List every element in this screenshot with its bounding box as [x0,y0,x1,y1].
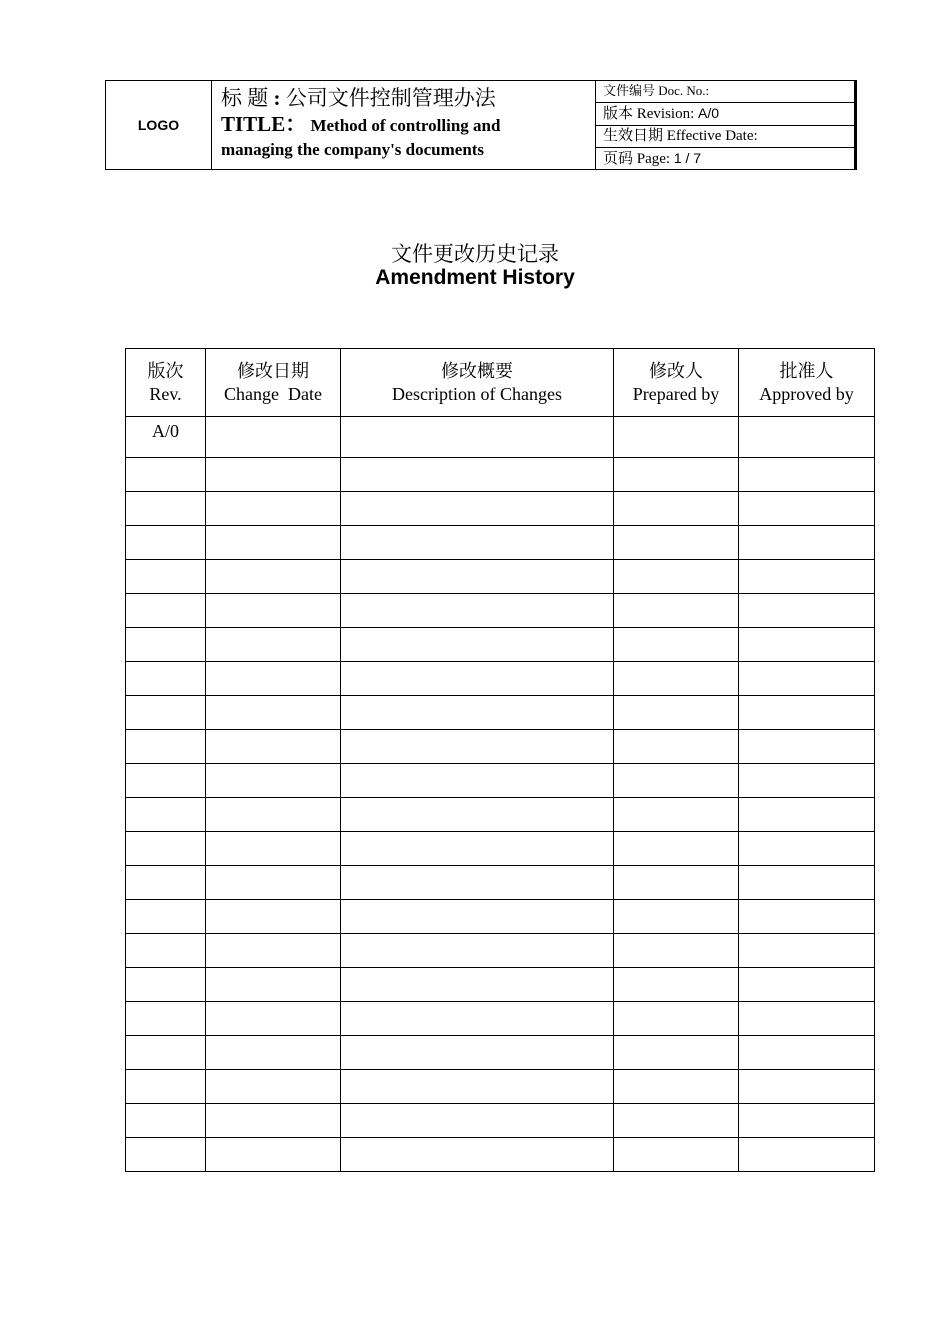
change-date-cell [206,458,341,492]
effective-date-label: 生效日期 Effective Date: [603,127,758,144]
approved-by-cell [739,628,875,662]
table-row [126,764,875,798]
rev-cell [126,458,206,492]
change-date-cell [206,417,341,458]
change-date-cell [206,662,341,696]
table-row [126,526,875,560]
approved-by-cell [739,560,875,594]
rev-cell [126,526,206,560]
page-field [596,148,854,169]
table-row [126,1070,875,1104]
description-cell [341,764,614,798]
table-row [126,968,875,1002]
column-header-cn: 版次 [147,360,184,381]
description-cell [341,1138,614,1172]
prepared-by-cell [614,798,739,832]
title-en-line1: Method of controlling and [310,116,501,135]
document-header [105,80,857,170]
description-cell [341,417,614,458]
document-title-cell [212,81,596,169]
rev-cell [126,1036,206,1070]
table-row [126,492,875,526]
prepared-by-cell [614,832,739,866]
rev-cell [126,594,206,628]
change-date-cell [206,526,341,560]
doc-no-label: 文件编号 Doc. No.: [603,83,710,98]
change-date-cell [206,1070,341,1104]
section-title-en: Amendment History [375,266,575,289]
title-cn-line [221,84,595,112]
amendment-history-table [125,348,875,1172]
change-date-cell [206,968,341,1002]
change-date-cell [206,798,341,832]
approved-by-cell [739,458,875,492]
prepared-by-cell [614,696,739,730]
change-date-cell [206,696,341,730]
prepared-by-cell [614,1104,739,1138]
approved-by-cell [739,1036,875,1070]
description-cell [341,526,614,560]
title-en-line2: managing the company's documents [221,140,485,159]
rev-cell [126,798,206,832]
column-header-prepared-by [614,349,739,417]
change-date-cell [206,764,341,798]
section-title-cn: 文件更改历史记录 [391,242,559,266]
prepared-by-cell [614,1070,739,1104]
page-value: 1 / 7 [673,149,702,166]
column-header-cn: 修改日期 [237,360,309,381]
prepared-by-cell [614,417,739,458]
change-date-cell [206,866,341,900]
title-en-label: TITLE： [221,112,307,136]
table-row [126,628,875,662]
table-row [126,417,875,458]
rev-cell [126,1104,206,1138]
rev-cell [126,560,206,594]
column-header-en: Change Date [224,383,322,404]
approved-by-cell [739,492,875,526]
change-date-cell [206,934,341,968]
table-row [126,696,875,730]
rev-cell [126,832,206,866]
prepared-by-cell [614,934,739,968]
approved-by-cell [739,968,875,1002]
effective-date-field [596,126,854,148]
rev-cell [126,1070,206,1104]
description-cell [341,832,614,866]
column-header-en: Rev. [149,383,182,404]
column-header-description [341,349,614,417]
column-header-en: Description of Changes [392,383,562,404]
table-row [126,832,875,866]
description-cell [341,560,614,594]
prepared-by-cell [614,866,739,900]
description-cell [341,594,614,628]
table-row [126,1002,875,1036]
revision-label: 版本 Revision: [603,106,699,123]
table-body [126,417,875,1172]
approved-by-cell [739,594,875,628]
approved-by-cell [739,934,875,968]
column-header-cn: 修改人 [649,360,703,381]
title-en-block [221,112,595,162]
approved-by-cell [739,730,875,764]
rev-cell [126,866,206,900]
prepared-by-cell [614,1138,739,1172]
table-row [126,1138,875,1172]
description-cell [341,696,614,730]
approved-by-cell [739,1002,875,1036]
description-cell [341,1002,614,1036]
change-date-cell [206,492,341,526]
table-row [126,866,875,900]
title-cn-separator: : [268,86,286,110]
prepared-by-cell [614,764,739,798]
rev-cell [126,900,206,934]
approved-by-cell [739,764,875,798]
table-row [126,560,875,594]
prepared-by-cell [614,1036,739,1070]
approved-by-cell [739,1104,875,1138]
rev-cell [126,1138,206,1172]
column-header-change-date [206,349,341,417]
description-cell [341,1070,614,1104]
prepared-by-cell [614,560,739,594]
table-row [126,662,875,696]
description-cell [341,662,614,696]
rev-cell [126,1002,206,1036]
company-logo: LOGO [106,81,212,169]
approved-by-cell [739,1138,875,1172]
prepared-by-cell [614,492,739,526]
description-cell [341,866,614,900]
prepared-by-cell [614,1002,739,1036]
column-header-cn: 批准人 [779,360,834,381]
page-label: 页码 Page: [603,150,674,167]
rev-cell: A/0 [126,417,206,458]
revision-field [596,103,854,125]
rev-cell [126,628,206,662]
approved-by-cell [739,1070,875,1104]
prepared-by-cell [614,968,739,1002]
description-cell [341,968,614,1002]
approved-by-cell [739,696,875,730]
description-cell [341,730,614,764]
table-row [126,798,875,832]
column-header-en: Approved by [759,383,854,404]
approved-by-cell [739,832,875,866]
title-cn-text: 公司文件控制管理办法 [285,86,496,110]
change-date-cell [206,628,341,662]
approved-by-cell [739,417,875,458]
table-row [126,730,875,764]
table-header-row [126,349,875,417]
change-date-cell [206,1138,341,1172]
change-date-cell [206,1002,341,1036]
approved-by-cell [739,662,875,696]
description-cell [341,628,614,662]
prepared-by-cell [614,900,739,934]
change-date-cell [206,832,341,866]
column-header-en: Prepared by [632,383,720,404]
description-cell [341,900,614,934]
description-cell [341,1104,614,1138]
prepared-by-cell [614,628,739,662]
rev-cell [126,696,206,730]
revision-value: A/0 [698,105,720,122]
prepared-by-cell [614,730,739,764]
table-row [126,458,875,492]
table-row [126,1036,875,1070]
approved-by-cell [739,900,875,934]
rev-cell [126,492,206,526]
doc-no-field [596,81,854,103]
title-cn-label: 标 题 [221,86,269,110]
column-header-rev [126,349,206,417]
rev-cell [126,968,206,1002]
change-date-cell [206,1036,341,1070]
change-date-cell [206,900,341,934]
approved-by-cell [739,526,875,560]
rev-cell [126,934,206,968]
prepared-by-cell [614,526,739,560]
change-date-cell [206,560,341,594]
description-cell [341,798,614,832]
prepared-by-cell [614,458,739,492]
rev-cell [126,662,206,696]
document-meta [596,81,856,169]
column-header-approved-by [739,349,875,417]
table-row [126,594,875,628]
table-row [126,900,875,934]
approved-by-cell [739,798,875,832]
change-date-cell [206,730,341,764]
prepared-by-cell [614,662,739,696]
column-header-cn: 修改概要 [441,360,513,381]
rev-cell [126,730,206,764]
description-cell [341,934,614,968]
description-cell [341,492,614,526]
change-date-cell [206,1104,341,1138]
rev-cell [126,764,206,798]
table-row [126,1104,875,1138]
change-date-cell [206,594,341,628]
table-row [126,934,875,968]
description-cell [341,458,614,492]
description-cell [341,1036,614,1070]
prepared-by-cell [614,594,739,628]
approved-by-cell [739,866,875,900]
